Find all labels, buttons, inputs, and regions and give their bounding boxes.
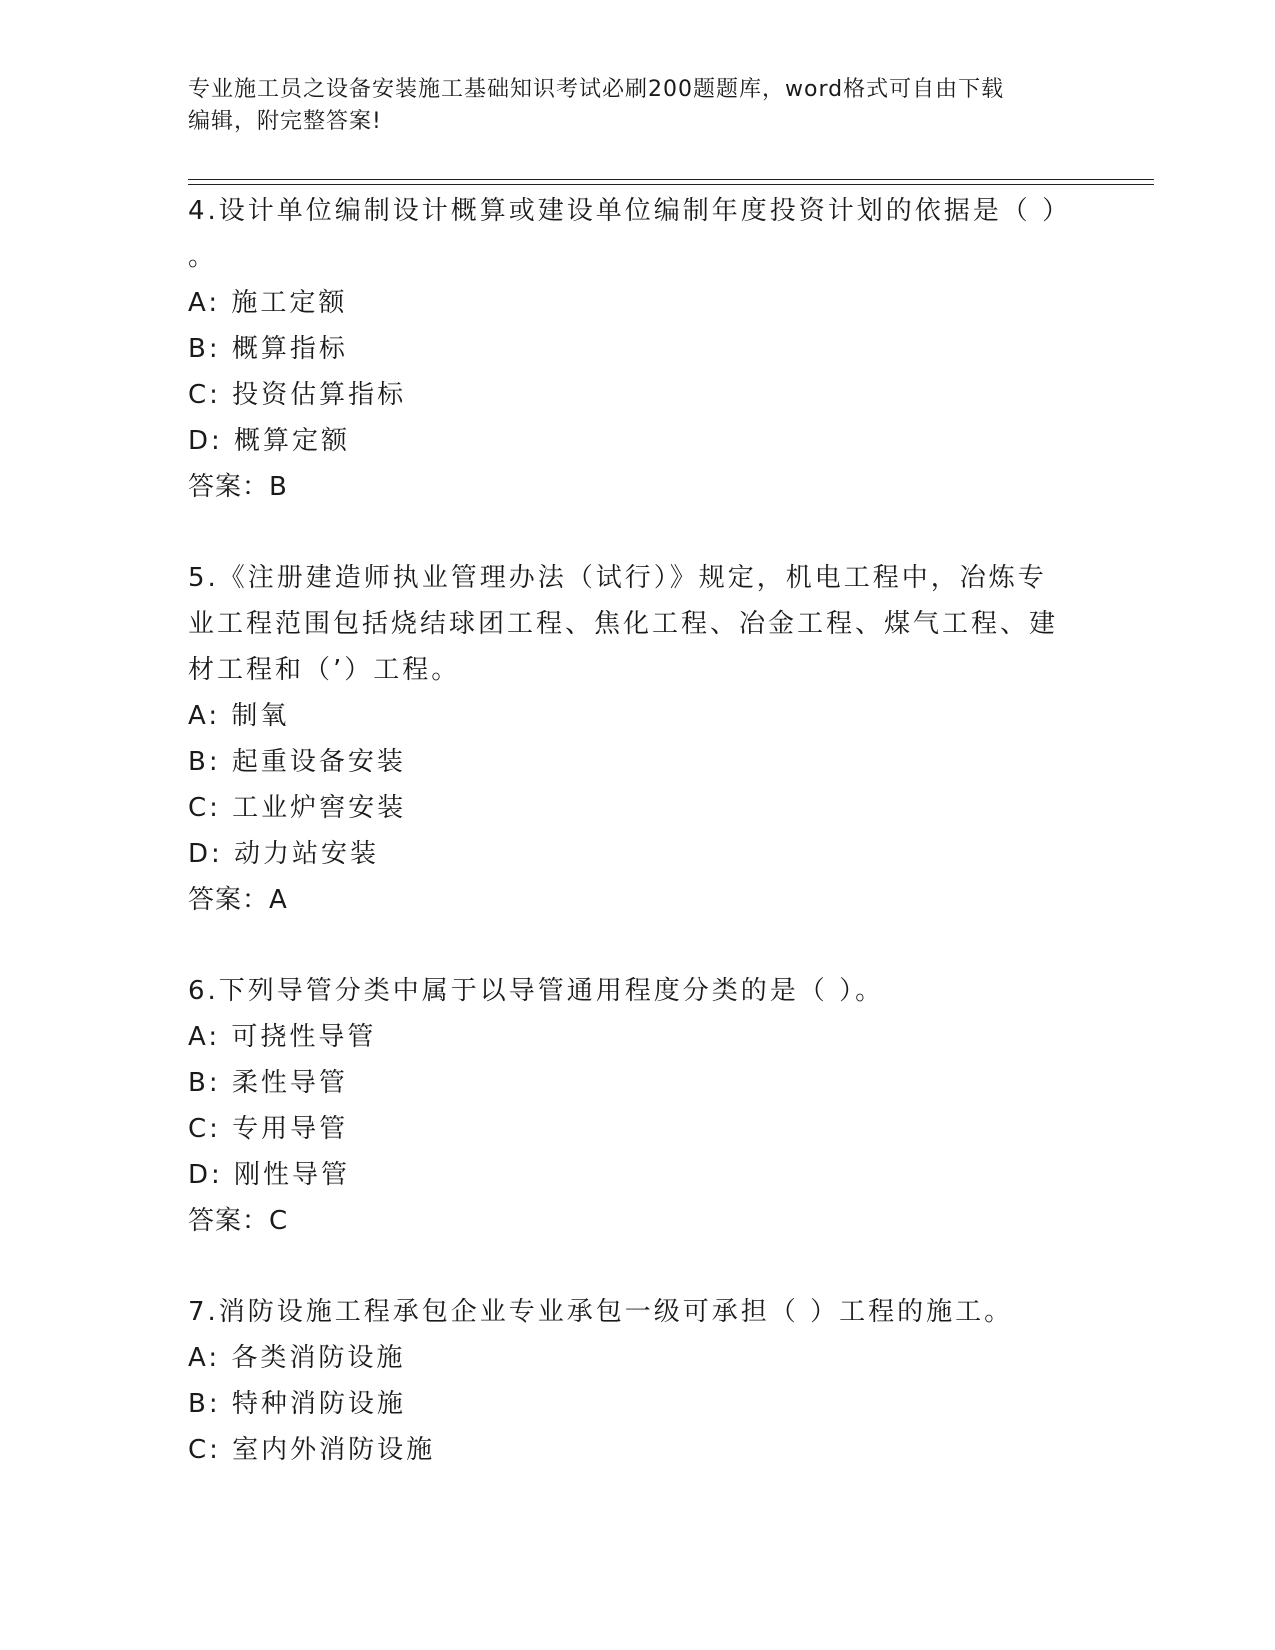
option-d: D: 概算定额 bbox=[188, 426, 351, 456]
answer-label: 答案：B bbox=[188, 472, 288, 502]
question-7 bbox=[188, 1289, 1088, 1473]
answer-label: 答案：C bbox=[188, 1206, 289, 1236]
option-a: A: 各类消防设施 bbox=[188, 1343, 406, 1373]
option-a: A: 施工定额 bbox=[188, 288, 348, 318]
option-c: C: 投资估算指标 bbox=[188, 380, 407, 410]
option-a: A: 可挠性导管 bbox=[188, 1022, 377, 1052]
option-b: B: 柔性导管 bbox=[188, 1068, 348, 1098]
document-header bbox=[188, 74, 1088, 138]
question-stem: 业工程范围包括烧结球团工程、焦化工程、冶金工程、煤气工程、建 bbox=[188, 609, 1059, 639]
question-4 bbox=[188, 188, 1088, 510]
option-d: D: 刚性导管 bbox=[188, 1160, 351, 1190]
question-stem: 5.《注册建造师执业管理办法（试行）》规定，机电工程中，冶炼专 bbox=[188, 563, 1047, 593]
header-divider-top bbox=[188, 179, 1154, 180]
question-6 bbox=[188, 968, 1088, 1244]
question-stem: 。 bbox=[188, 242, 218, 272]
option-b: B: 概算指标 bbox=[188, 334, 348, 364]
option-d: D: 动力站安装 bbox=[188, 839, 380, 869]
header-title-line-2: 编辑，附完整答案! bbox=[188, 109, 382, 134]
question-stem: 6.下列导管分类中属于以导管通用程度分类的是（ ）。 bbox=[188, 976, 885, 1006]
option-c: C: 专用导管 bbox=[188, 1114, 349, 1144]
question-5 bbox=[188, 555, 1088, 923]
question-stem: 7.消防设施工程承包企业专业承包一级可承担（ ）工程的施工。 bbox=[188, 1297, 1014, 1327]
option-a: A: 制氧 bbox=[188, 701, 290, 731]
option-b: B: 起重设备安装 bbox=[188, 747, 406, 777]
option-c: C: 室内外消防设施 bbox=[188, 1435, 436, 1465]
header-divider-bottom bbox=[188, 184, 1154, 185]
question-stem: 材工程和（’）工程。 bbox=[188, 655, 461, 685]
question-stem: 4.设计单位编制设计概算或建设单位编制年度投资计划的依据是（ ） bbox=[188, 196, 1072, 226]
header-title-line-1: 专业施工员之设备安装施工基础知识考试必刷200题题库，word格式可自由下载 bbox=[188, 77, 1005, 102]
answer-label: 答案：A bbox=[188, 885, 288, 915]
option-b: B: 特种消防设施 bbox=[188, 1389, 406, 1419]
option-c: C: 工业炉窖安装 bbox=[188, 793, 407, 823]
question-list bbox=[188, 188, 1088, 1473]
